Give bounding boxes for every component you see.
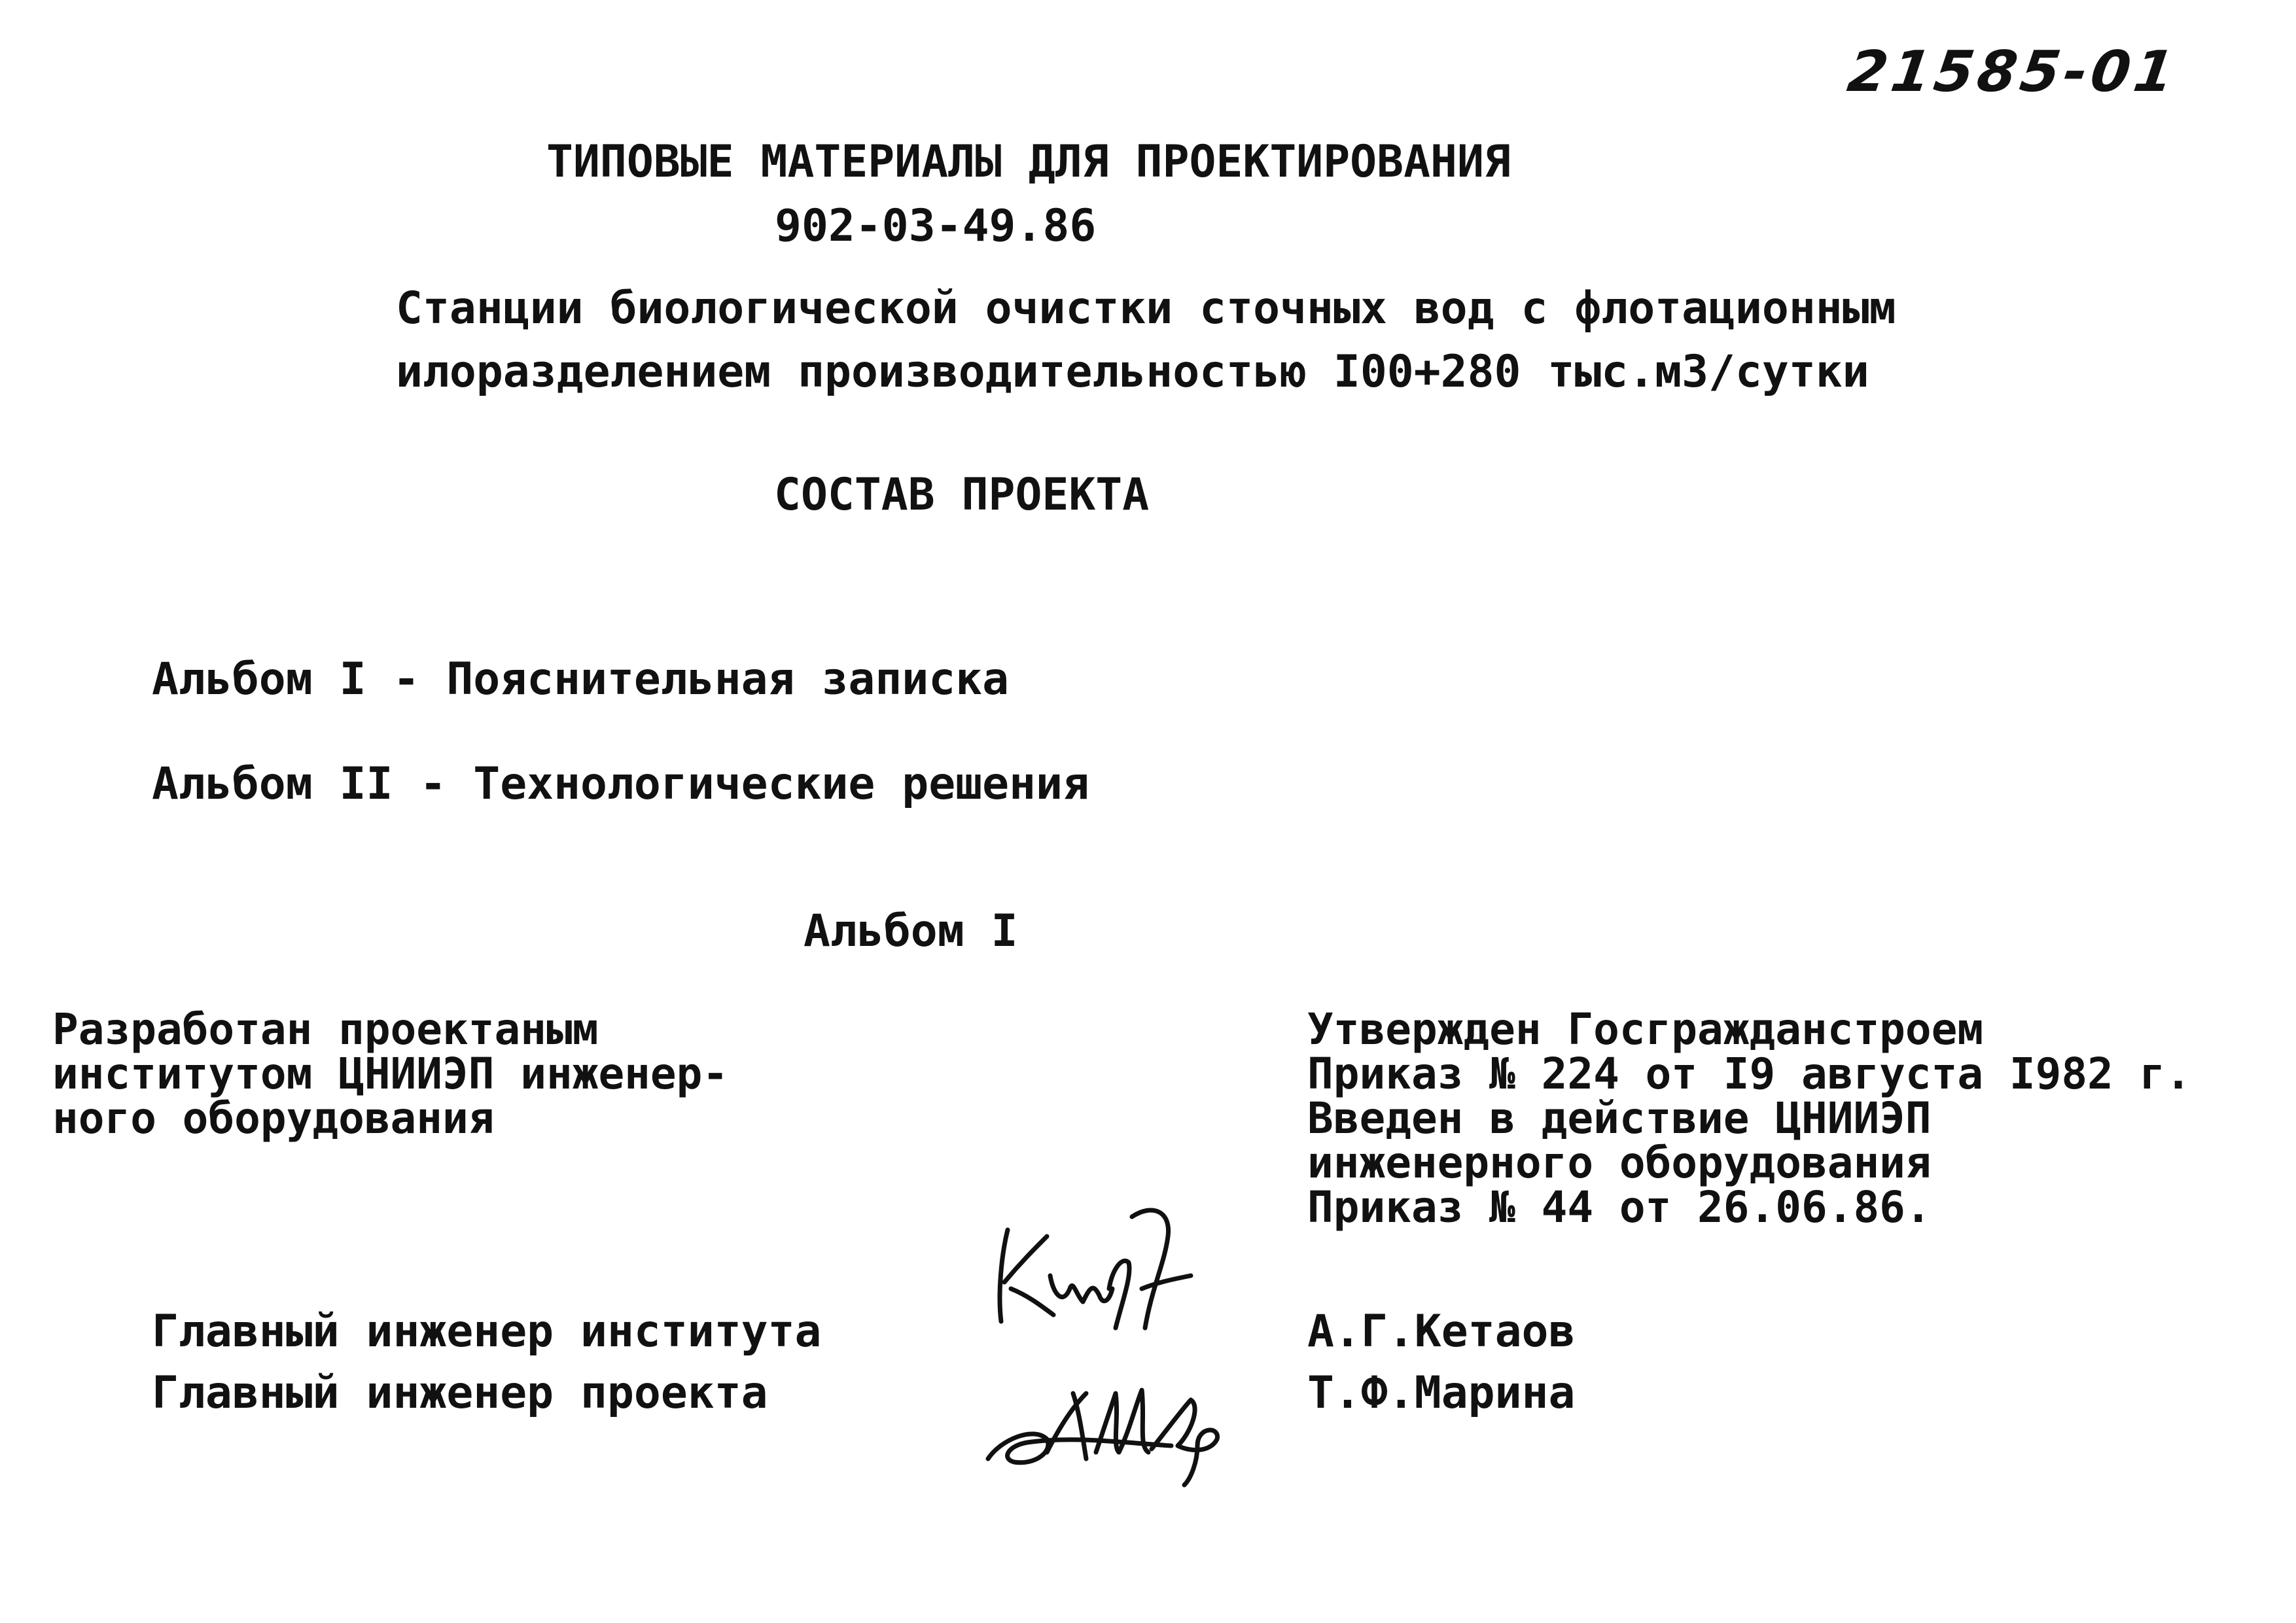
developer-line: институтом ЦНИИЭП инженер- [52,1049,729,1099]
album-list-item: Альбом I - Пояснительная записка [152,654,1010,705]
signatory-role: Главный инженер проекта [152,1367,768,1419]
signatory-name: А.Г.Кетаов [1307,1306,1576,1357]
approval-line: Введен в действие ЦНИИЭП [1307,1093,1932,1143]
album-list-item: Альбом II - Технологические решения [152,758,1089,810]
subtitle-line-1: Станции биологической очистки сточных вод с флотационным [396,283,1896,334]
approval-line: Приказ № 224 от I9 августа I982 г. [1307,1049,2192,1099]
developer-block [52,1004,729,1143]
signatory-role: Главный инженер института [152,1306,822,1357]
document-code: 902-03-49.86 [775,200,1097,252]
document-title: ТИПОВЫЕ МАТЕРИАЛЫ ДЛЯ ПРОЕКТИРОВАНИЯ [546,136,1511,188]
signature-chief-engineer-project [975,1354,1250,1498]
approval-block [1307,1004,2192,1232]
approval-line: Утвержден Госгражданстроем [1307,1004,1984,1055]
archive-number: 21585-01 [1843,39,2182,105]
current-album-heading: Альбом I [804,905,1018,957]
approval-line: инженерного оборудования [1307,1138,1932,1188]
developer-line: ного оборудования [52,1093,495,1143]
signature-chief-engineer-institute [981,1191,1243,1348]
developer-line: Разработан проектаным [52,1004,599,1055]
subtitle-line-2: илоразделением производительностью I00+280 тыс.м3/сутки [396,346,1869,398]
approval-line: Приказ № 44 от 26.06.86. [1307,1182,1932,1232]
signatory-name: Т.Ф.Марина [1307,1367,1576,1419]
section-title: СОСТАВ ПРОЕКТА [774,469,1150,521]
